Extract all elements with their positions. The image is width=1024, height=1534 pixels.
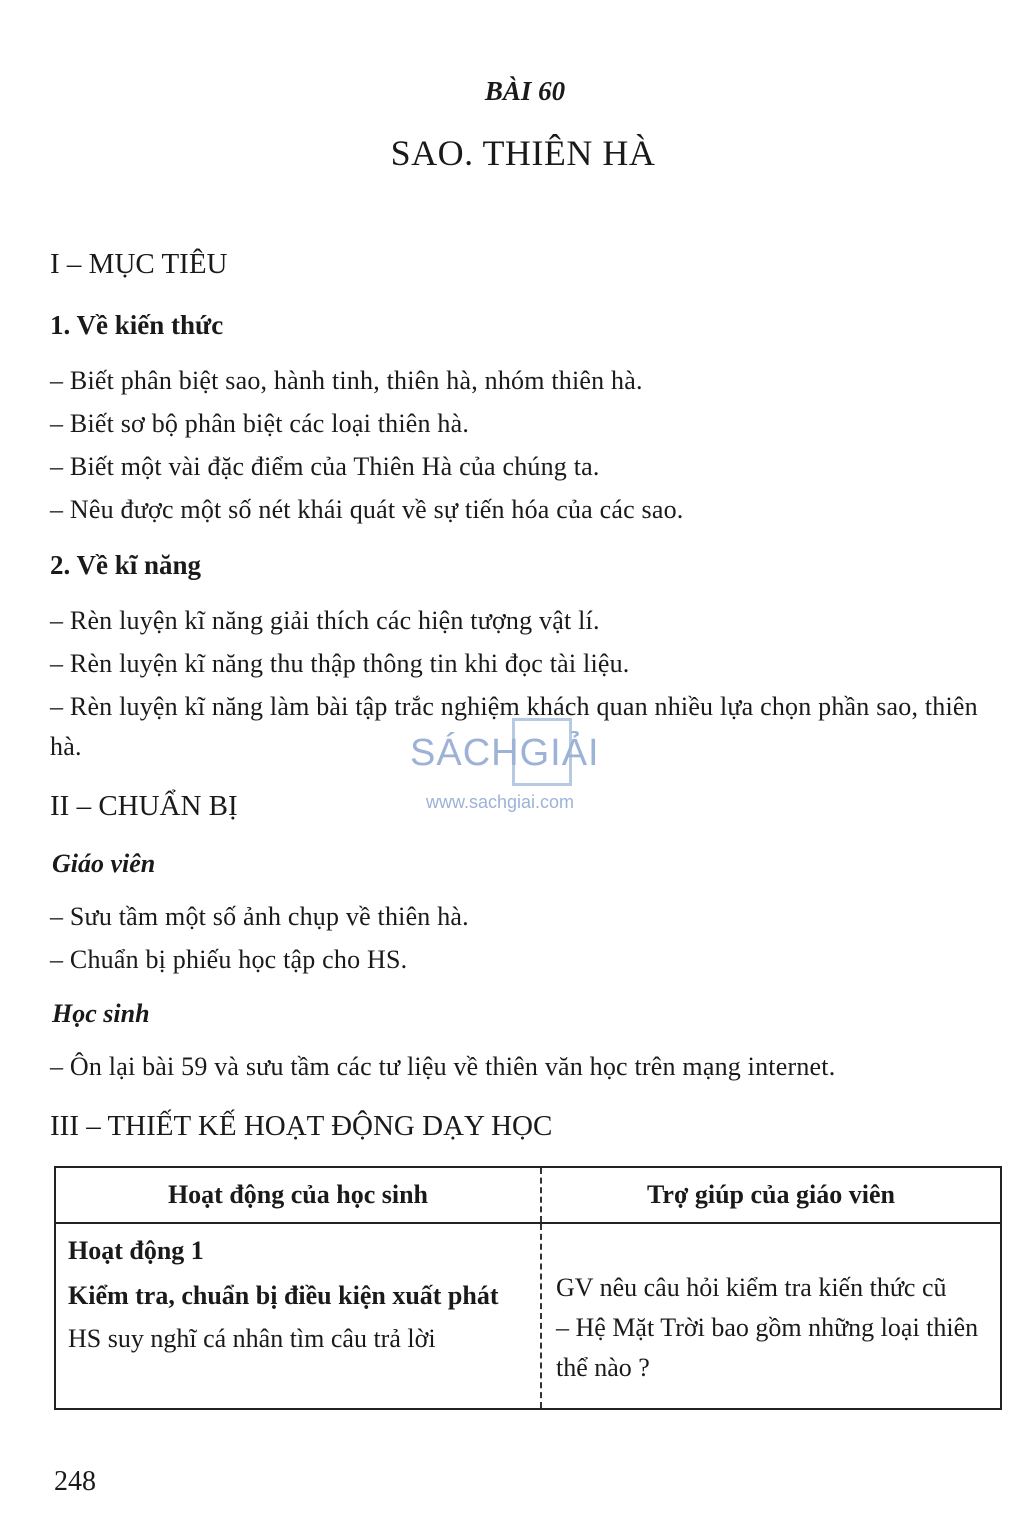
section-heading-preparation: II – CHUẨN BỊ (50, 790, 238, 822)
subheading-student: Học sinh (52, 999, 150, 1028)
list-item: – Rèn luyện kĩ năng giải thích các hiện tượng vật lí. (50, 606, 600, 635)
watermark-url: www.sachgiai.com (426, 792, 575, 812)
table-header-row (55, 1167, 1001, 1223)
column-header-teacher: Trợ giúp của giáo viên (541, 1167, 1001, 1223)
lesson-number: BÀI 60 (484, 76, 566, 106)
activity-subtitle: Kiểm tra, chuẩn bị điều kiện xuất phát (68, 1281, 499, 1310)
activity-title: Hoạt động 1 (68, 1236, 204, 1265)
list-item: – Rèn luyện kĩ năng làm bài tập trắc nghiệm khách quan nhiều lựa chọn phần sao, thiên hà. (50, 692, 978, 761)
list-item: – Rèn luyện kĩ năng thu thập thông tin khi đọc tài liệu. (50, 649, 630, 678)
list-item: – Nêu được một số nét khái quát về sự tiến hóa của các sao. (50, 495, 684, 524)
list-item: – Biết phân biệt sao, hành tinh, thiên hà, nhóm thiên hà. (50, 366, 643, 395)
teacher-question: – Hệ Mặt Trời bao gồm những loại thiên thể nào ? (556, 1313, 979, 1382)
table-row (55, 1223, 1001, 1409)
student-activity-cell (55, 1223, 541, 1409)
student-text: HS suy nghĩ cá nhân tìm câu trả lời (68, 1324, 436, 1353)
list-item: – Chuẩn bị phiếu học tập cho HS. (50, 945, 408, 974)
subheading-teacher: Giáo viên (52, 849, 156, 878)
section-heading-activities: III – THIẾT KẾ HOẠT ĐỘNG DẠY HỌC (50, 1110, 553, 1142)
subheading-knowledge: 1. Về kiến thức (50, 310, 224, 340)
section-heading-objectives: I – MỤC TIÊU (50, 248, 228, 280)
column-header-student: Hoạt động của học sinh (55, 1167, 541, 1223)
list-item: – Biết một vài đặc điểm của Thiên Hà của chúng ta. (50, 452, 600, 481)
list-item: – Sưu tầm một số ảnh chụp về thiên hà. (50, 902, 469, 931)
teacher-text: GV nêu câu hỏi kiểm tra kiến thức cũ (556, 1273, 947, 1302)
activity-table (54, 1166, 1002, 1410)
lesson-title: SAO. THIÊN HÀ (390, 133, 656, 173)
page-number: 248 (54, 1466, 96, 1497)
list-item: – Ôn lại bài 59 và sưu tầm các tư liệu về thiên văn học trên mạng internet. (50, 1052, 836, 1081)
teacher-support-cell (541, 1223, 1001, 1409)
subheading-skills: 2. Về kĩ năng (50, 550, 202, 580)
list-item: – Biết sơ bộ phân biệt các loại thiên hà. (50, 409, 470, 438)
watermark-brand: SÁCHGIẢI (410, 732, 600, 774)
